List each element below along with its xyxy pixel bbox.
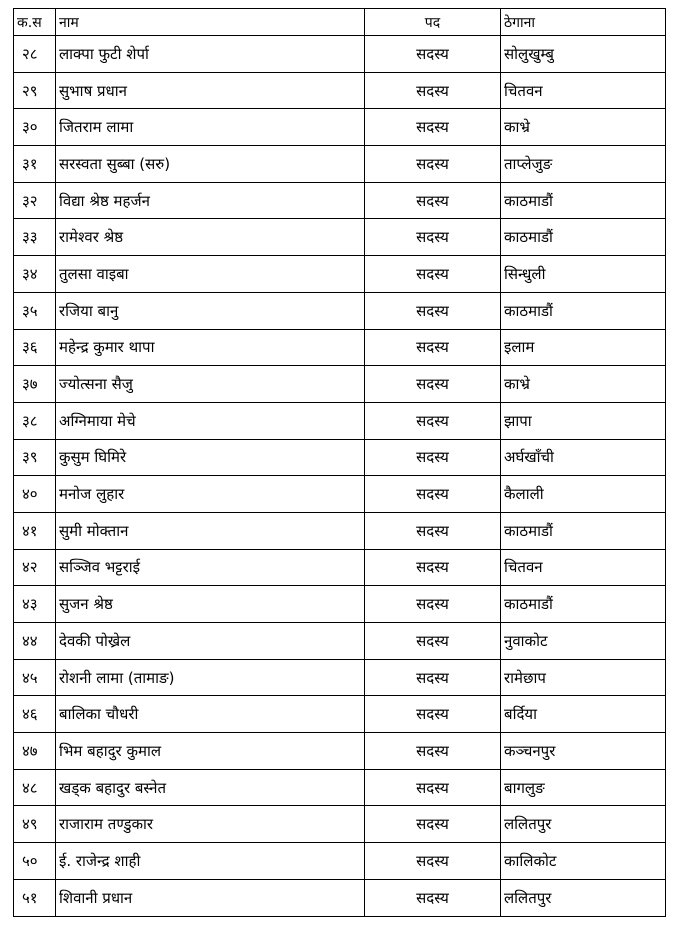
address-cell: काठमाडौं: [501, 182, 666, 219]
name-cell: शिवानी प्रधान: [56, 879, 365, 916]
table-row: [14, 72, 666, 109]
name-cell: रजिया बानु: [56, 292, 365, 329]
post-cell: सदस्य: [365, 806, 501, 843]
post-cell: सदस्य: [365, 476, 501, 513]
post-cell: सदस्य: [365, 256, 501, 293]
address-cell: कालिकोट: [501, 843, 666, 880]
name-cell: ई. राजेन्द्र शाही: [56, 843, 365, 880]
table-row: [14, 623, 666, 660]
name-cell: ज्योत्सना सैजु: [56, 366, 365, 403]
table-row: [14, 146, 666, 183]
name-cell: लाक्पा फुटी शेर्पा: [56, 36, 365, 73]
table-row: [14, 109, 666, 146]
address-cell: काठमाडौं: [501, 512, 666, 549]
post-cell: सदस्य: [365, 659, 501, 696]
serial-cell: ४३: [14, 586, 56, 623]
post-cell: सदस्य: [365, 696, 501, 733]
serial-cell: ३७: [14, 366, 56, 403]
name-cell: विद्या श्रेष्ठ महर्जन: [56, 182, 365, 219]
table-row: [14, 806, 666, 843]
address-cell: कैलाली: [501, 476, 666, 513]
table-body: [14, 36, 666, 917]
post-cell: सदस्य: [365, 879, 501, 916]
header-serial: क.स: [14, 9, 56, 36]
table-row: [14, 256, 666, 293]
serial-cell: ३९: [14, 439, 56, 476]
post-cell: सदस्य: [365, 219, 501, 256]
header-row: [14, 9, 666, 36]
serial-cell: २८: [14, 36, 56, 73]
table-row: [14, 696, 666, 733]
name-cell: कुसुम घिमिरे: [56, 439, 365, 476]
table-row: [14, 879, 666, 916]
address-cell: चितवन: [501, 549, 666, 586]
post-cell: सदस्य: [365, 512, 501, 549]
name-cell: रोशनी लामा (तामाङ): [56, 659, 365, 696]
post-cell: सदस्य: [365, 402, 501, 439]
name-cell: देवकी पोख्रेल: [56, 623, 365, 660]
serial-cell: ४१: [14, 512, 56, 549]
table-row: [14, 402, 666, 439]
table-row: [14, 292, 666, 329]
address-cell: अर्घखाँची: [501, 439, 666, 476]
address-cell: कञ्चनपुर: [501, 733, 666, 770]
serial-cell: ४८: [14, 769, 56, 806]
post-cell: सदस्य: [365, 843, 501, 880]
address-cell: ताप्लेजुङ: [501, 146, 666, 183]
post-cell: सदस्य: [365, 623, 501, 660]
address-cell: काठमाडौं: [501, 586, 666, 623]
header-name: नाम: [56, 9, 365, 36]
post-cell: सदस्य: [365, 366, 501, 403]
header-post: पद: [365, 9, 501, 36]
table-row: [14, 733, 666, 770]
serial-cell: ४४: [14, 623, 56, 660]
address-cell: रामेछाप: [501, 659, 666, 696]
post-cell: सदस्य: [365, 769, 501, 806]
name-cell: महेन्द्र कुमार थापा: [56, 329, 365, 366]
table-row: [14, 659, 666, 696]
name-cell: मनोज लुहार: [56, 476, 365, 513]
name-cell: खड्क बहादुर बस्नेत: [56, 769, 365, 806]
name-cell: तुलसा वाइबा: [56, 256, 365, 293]
serial-cell: ५०: [14, 843, 56, 880]
address-cell: झापा: [501, 402, 666, 439]
serial-cell: २९: [14, 72, 56, 109]
name-cell: बालिका चौधरी: [56, 696, 365, 733]
table-row: [14, 843, 666, 880]
name-cell: रामेश्वर श्रेष्ठ: [56, 219, 365, 256]
post-cell: सदस्य: [365, 182, 501, 219]
table-row: [14, 769, 666, 806]
serial-cell: ३३: [14, 219, 56, 256]
address-cell: नुवाकोट: [501, 623, 666, 660]
serial-cell: ४५: [14, 659, 56, 696]
name-cell: सञ्जिव भट्टराई: [56, 549, 365, 586]
table-row: [14, 512, 666, 549]
address-cell: काभ्रे: [501, 366, 666, 403]
serial-cell: ३४: [14, 256, 56, 293]
post-cell: सदस्य: [365, 586, 501, 623]
post-cell: सदस्य: [365, 72, 501, 109]
address-cell: सिन्धुली: [501, 256, 666, 293]
serial-cell: ३१: [14, 146, 56, 183]
table-row: [14, 219, 666, 256]
name-cell: जितराम लामा: [56, 109, 365, 146]
post-cell: सदस्य: [365, 292, 501, 329]
table-row: [14, 182, 666, 219]
table-row: [14, 329, 666, 366]
address-cell: सोलुखुम्बु: [501, 36, 666, 73]
post-cell: सदस्य: [365, 733, 501, 770]
serial-cell: ५१: [14, 879, 56, 916]
serial-cell: ३६: [14, 329, 56, 366]
address-cell: काठमाडौं: [501, 292, 666, 329]
name-cell: सुजन श्रेष्ठ: [56, 586, 365, 623]
address-cell: काठमाडौं: [501, 219, 666, 256]
serial-cell: ४९: [14, 806, 56, 843]
address-cell: बागलुङ: [501, 769, 666, 806]
address-cell: चितवन: [501, 72, 666, 109]
name-cell: सुमी मोक्तान: [56, 512, 365, 549]
name-cell: राजाराम तण्डुकार: [56, 806, 365, 843]
serial-cell: ४०: [14, 476, 56, 513]
address-cell: ललितपुर: [501, 879, 666, 916]
post-cell: सदस्य: [365, 146, 501, 183]
table-row: [14, 439, 666, 476]
post-cell: सदस्य: [365, 36, 501, 73]
address-cell: ललितपुर: [501, 806, 666, 843]
post-cell: सदस्य: [365, 549, 501, 586]
name-cell: अग्निमाया मेचे: [56, 402, 365, 439]
post-cell: सदस्य: [365, 439, 501, 476]
header-address: ठेगाना: [501, 9, 666, 36]
serial-cell: ३८: [14, 402, 56, 439]
serial-cell: ३५: [14, 292, 56, 329]
post-cell: सदस्य: [365, 329, 501, 366]
serial-cell: ४२: [14, 549, 56, 586]
name-cell: सुभाष प्रधान: [56, 72, 365, 109]
table-row: [14, 366, 666, 403]
name-cell: सरस्वता सुब्बा (सरु): [56, 146, 365, 183]
serial-cell: ४६: [14, 696, 56, 733]
name-cell: भिम बहादुर कुमाल: [56, 733, 365, 770]
address-cell: काभ्रे: [501, 109, 666, 146]
serial-cell: ४७: [14, 733, 56, 770]
table-row: [14, 476, 666, 513]
table-row: [14, 586, 666, 623]
table-row: [14, 549, 666, 586]
address-cell: इलाम: [501, 329, 666, 366]
table-row: [14, 36, 666, 73]
member-table: [13, 8, 666, 917]
address-cell: बर्दिया: [501, 696, 666, 733]
post-cell: सदस्य: [365, 109, 501, 146]
serial-cell: ३२: [14, 182, 56, 219]
serial-cell: ३०: [14, 109, 56, 146]
